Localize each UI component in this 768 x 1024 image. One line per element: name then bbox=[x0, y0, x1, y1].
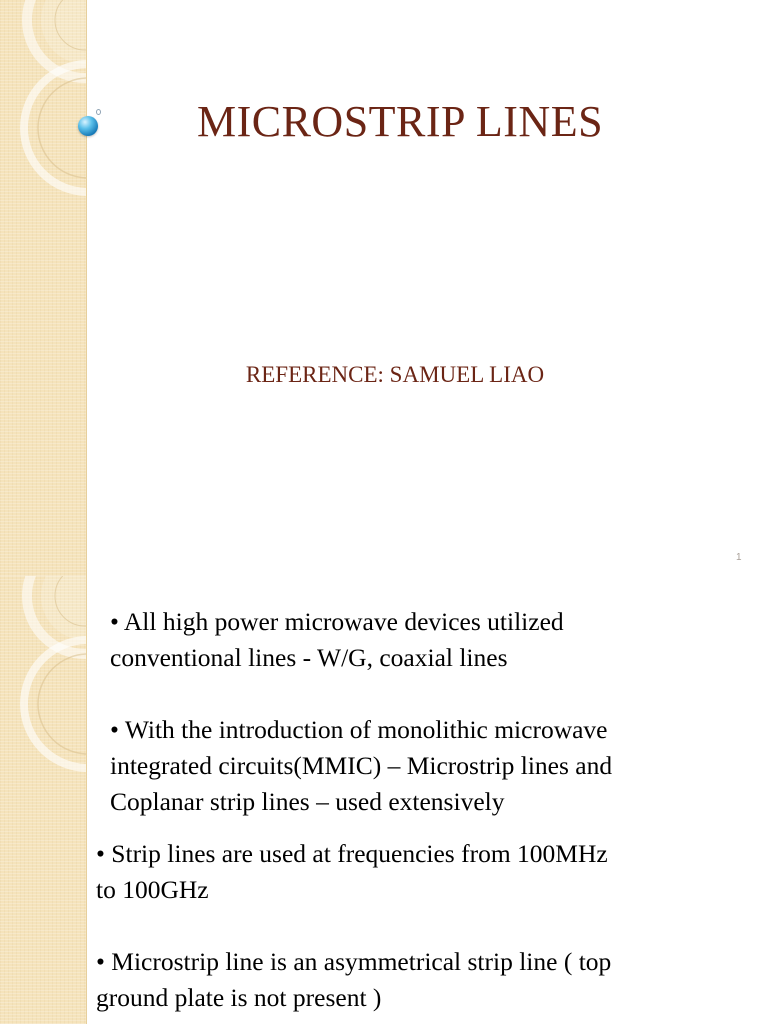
bullet-line: • All high power microwave devices utilized bbox=[110, 607, 564, 636]
bullet-line: ground plate is not present ) bbox=[96, 983, 382, 1012]
bullet-paragraph bbox=[96, 944, 756, 1016]
small-circle-icon bbox=[96, 109, 101, 115]
bullet-line: • With the introduction of monolithic microwave bbox=[110, 715, 608, 744]
ring-decoration-icon bbox=[0, 0, 86, 576]
bullet-line: Coplanar strip lines – used extensively bbox=[110, 787, 505, 816]
reference-text: REFERENCE: SAMUEL LIAO bbox=[245, 362, 545, 387]
bullet-paragraph bbox=[110, 712, 750, 820]
side-decoration-panel bbox=[0, 0, 87, 576]
bullet-line: • Strip lines are used at frequencies from 100MHz bbox=[96, 839, 608, 868]
bullet-paragraph bbox=[96, 836, 756, 908]
content-slide bbox=[0, 576, 768, 1024]
bullet-line: conventional lines - W/G, coaxial lines bbox=[110, 643, 508, 672]
bullet-line: • Microstrip line is an asymmetrical strip line ( top bbox=[96, 947, 612, 976]
ring-decoration-icon bbox=[0, 576, 86, 1024]
blue-sphere-icon bbox=[78, 116, 98, 136]
bullet-line: to 100GHz bbox=[96, 875, 209, 904]
page-number: 1 bbox=[736, 552, 742, 563]
bullet-paragraph bbox=[110, 604, 750, 676]
slide-title: MICROSTRIP LINES bbox=[196, 97, 604, 146]
bullet-line: integrated circuits(MMIC) – Microstrip lines and bbox=[110, 751, 613, 780]
side-decoration-panel bbox=[0, 576, 87, 1024]
